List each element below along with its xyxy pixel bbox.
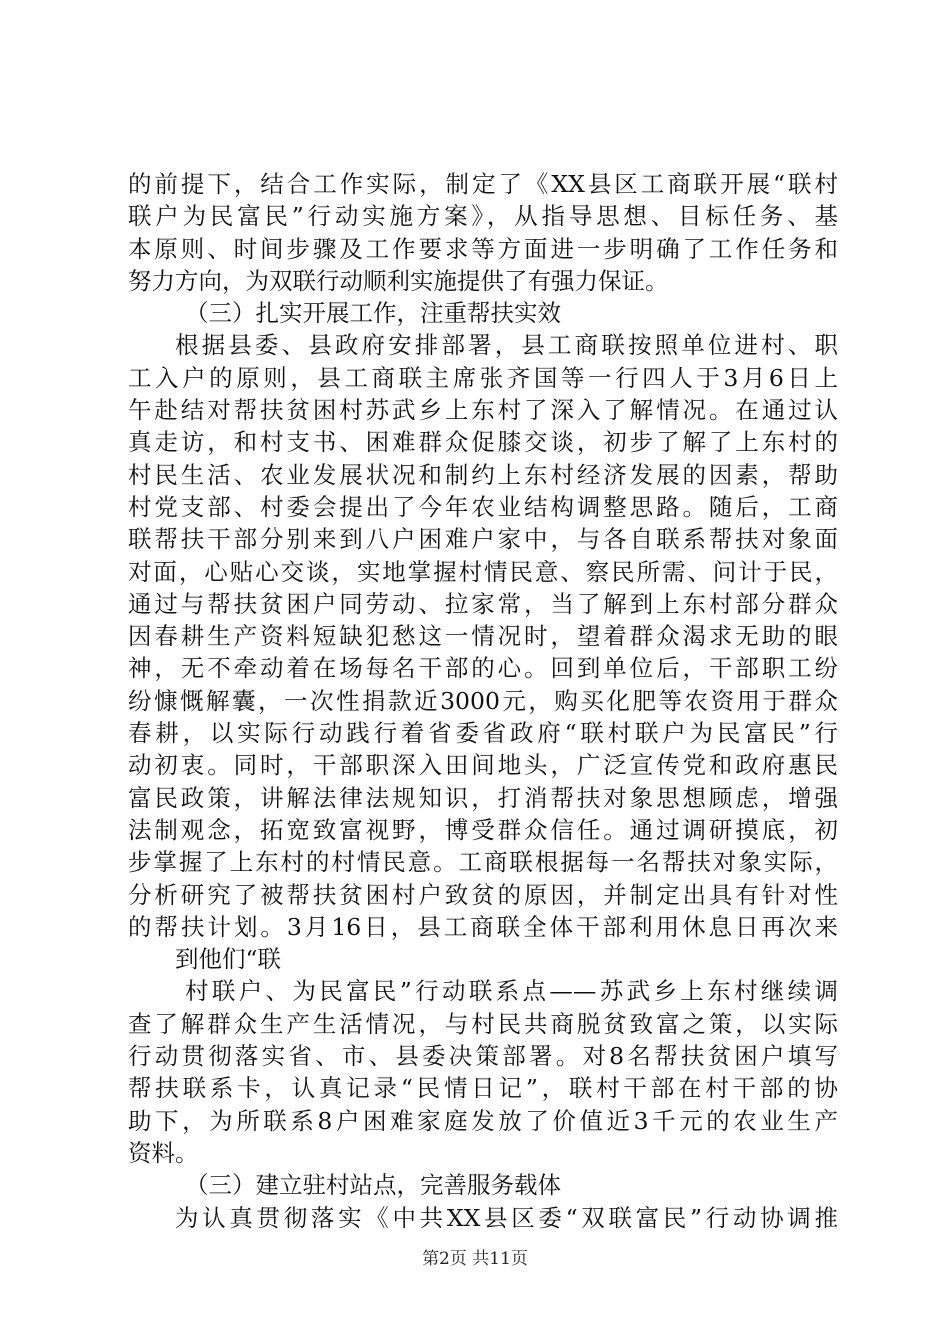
text-line: 根据县委、县政府安排部署，县工商联按照单位进村、职 [175, 331, 838, 360]
text-line: 神，无不牵动着在场每名干部的心。回到单位后，干部职工纷 [128, 654, 838, 683]
text-line: 分析研究了被帮扶贫困村户致贫的原因，并制定出具有针对性 [128, 880, 838, 909]
text-line: 的前提下，结合工作实际，制定了《XX县区工商联开展“联村 [128, 170, 838, 198]
text-line: 通过与帮扶贫困户同劳动、拉家常，当了解到上东村部分群众 [128, 589, 838, 618]
text-line: 春耕，以实际行动践行着省委省政府“联村联户为民富民”行 [128, 719, 838, 748]
text-line: 为认真贯彻落实《中共XX县区委“双联富民”行动协调推 [175, 1203, 838, 1232]
text-line: 联帮扶干部分别来到八户困难户家中，与各自联系帮扶对象面 [128, 525, 838, 554]
text-line: 步掌握了上东村的村情民意。工商联根据每一名帮扶对象实际， [128, 848, 838, 877]
text-line: 努力方向，为双联行动顺利实施提供了有强力保证。 [128, 266, 669, 295]
text-line: 资料。 [128, 1138, 199, 1167]
page-footer [0, 1244, 950, 1269]
document-body [128, 168, 838, 1234]
text-line: 查了解群众生产生活情况，与村民共商脱贫致富之策，以实际 [128, 1009, 838, 1038]
text-line: 午赴结对帮扶贫困村苏武乡上东村了深入了解情况。在通过认 [128, 396, 838, 425]
text-line: 本原则、时间步骤及工作要求等方面进一步明确了工作任务和 [128, 234, 838, 263]
text-line: 对面，心贴心交谈，实地掌握村情民意、察民所需、问计于民， [128, 557, 838, 586]
text-line: 纷慷慨解囊，一次性捐款近3000元，购买化肥等农资用于群众 [128, 686, 838, 715]
text-line: 动初衷。同时，干部职深入田间地头，广泛宣传党和政府惠民 [128, 751, 838, 780]
text-line: 村联户、为民富民”行动联系点——苏武乡上东村继续调 [185, 977, 838, 1006]
text-line: 富民政策，讲解法律法规知识，打消帮扶对象思想顾虑，增强 [128, 783, 838, 812]
section-heading: （三）建立驻村站点，完善服务载体 [185, 1171, 561, 1200]
text-line: 的帮扶计划。3月16日，县工商联全体干部利用休息日再次来 [128, 912, 838, 941]
text-line: 联户为民富民”行动实施方案》，从指导思想、目标任务、基 [128, 202, 838, 231]
section-heading: （三）扎实开展工作，注重帮扶实效 [185, 299, 561, 328]
text-line: 村民生活、农业发展状况和制约上东村经济发展的因素，帮助 [128, 460, 838, 489]
text-line: 行动贯彻落实省、市、县委决策部署。对8名帮扶贫困户填写 [128, 1042, 838, 1071]
text-line: 法制观念，拓宽致富视野，博受群众信任。通过调研摸底，初 [128, 815, 838, 844]
text-line: 真走访，和村支书、困难群众促膝交谈，初步了解了上东村的 [128, 428, 838, 457]
text-line: 因春耕生产资料短缺犯愁这一情况时，望着群众渴求无助的眼 [128, 622, 838, 651]
text-line: 到他们“联 [175, 945, 282, 974]
text-line: 工入户的原则，县工商联主席张齐国等一行四人于3月6日上 [128, 363, 838, 392]
text-line: 村党支部、村委会提出了今年农业结构调整思路。随后，工商 [128, 492, 838, 521]
text-line: 助下，为所联系8户困难家庭发放了价值近3千元的农业生产 [128, 1106, 838, 1135]
text-line: 帮扶联系卡，认真记录“民情日记”，联村干部在村干部的协 [128, 1074, 838, 1103]
page-indicator: 第2页 共11页 [422, 1249, 528, 1269]
